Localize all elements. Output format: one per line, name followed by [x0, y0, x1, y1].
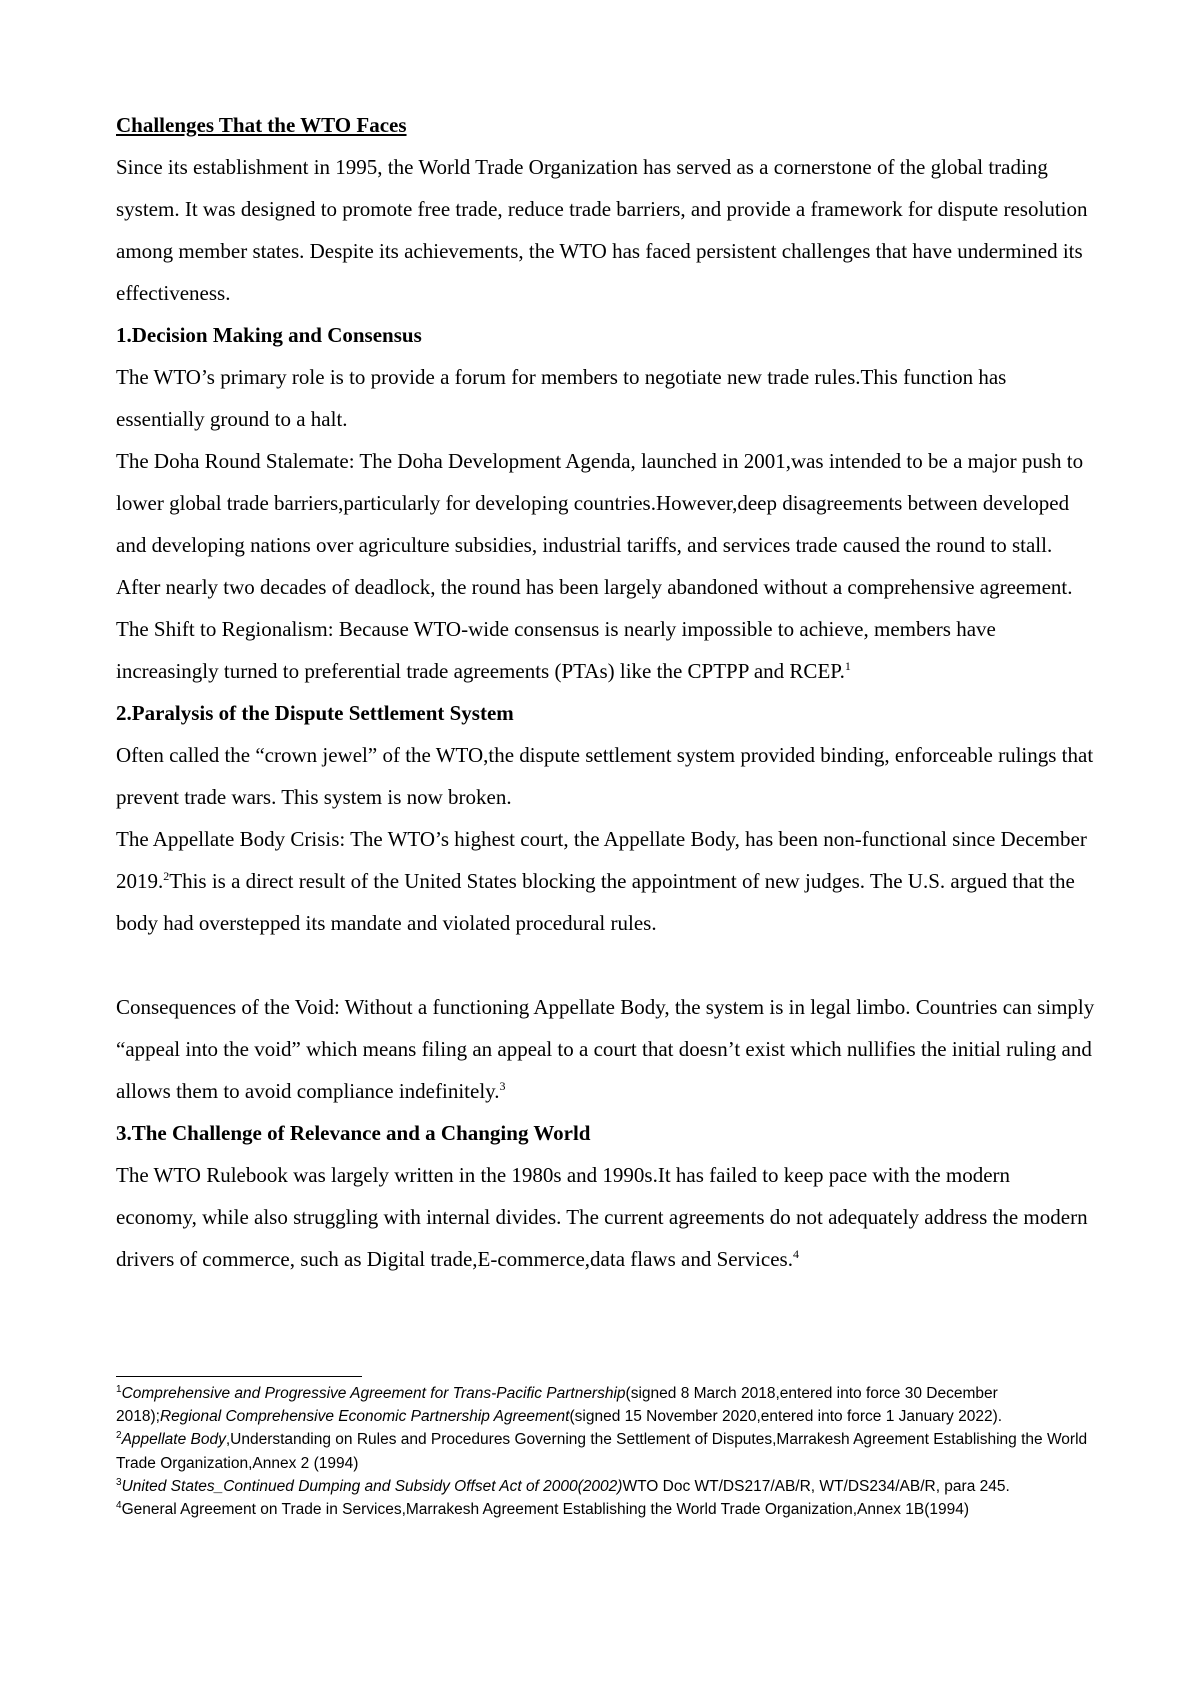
footnotes — [116, 1382, 1096, 1521]
section-3-heading: 3.The Challenge of Relevance and a Changing World — [116, 1121, 591, 1145]
footnote-ref-2[interactable]: 2 — [163, 869, 170, 883]
footnote-4 — [116, 1498, 1096, 1521]
footnote-citation-italic: United States_Continued Dumping and Subsidy Offset Act of 2000(2002) — [121, 1477, 623, 1495]
document-body — [116, 104, 1096, 1280]
footnote-separator — [116, 1376, 362, 1377]
section-1-paragraph-2: The Doha Round Stalemate: The Doha Development Agenda, launched in 2001,was intended to be a major push to lower global trade barriers,particularly for developing countries.However,deep disagreements between developed and developing nations over agriculture subsidies, industrial tariffs, and services trade caused the round to stall. After nearly two decades of deadlock, the round has been largely abandoned without a comprehensive agreement. — [116, 449, 1084, 599]
footnote-citation-italic: Regional Comprehensive Economic Partnership Agreement — [159, 1408, 570, 1426]
section-2-paragraph-3 — [116, 986, 1096, 1112]
footnote-3 — [116, 1475, 1096, 1498]
footnote-number: 4 — [116, 1499, 122, 1511]
section-3-paragraph-1-text: The WTO Rulebook was largely written in the 1980s and 1990s.It has failed to keep pace with the modern economy, while also struggling with internal divides. The current agreements do not adequately address the modern drivers of commerce, such as Digital trade,E-commerce,data flaws and Services. — [116, 1163, 1088, 1271]
document-title: Challenges That the WTO Faces — [116, 113, 407, 137]
footnote-2 — [116, 1428, 1096, 1474]
section-1-paragraph-3 — [116, 608, 1096, 692]
footnote-number: 3 — [116, 1476, 122, 1488]
section-2-paragraph-3-text: Consequences of the Void: Without a functioning Appellate Body, the system is in legal limbo. Countries can simply “appeal into the void” which means filing an appeal to a court that doesn’t exist which nullifies the initial ruling and allows them to avoid compliance indefinitely. — [116, 995, 1095, 1103]
footnote-citation-italic: Comprehensive and Progressive Agreement for Trans-Pacific Partnership — [121, 1385, 626, 1402]
section-2-paragraph-2-text-b: This is a direct result of the United States blocking the appointment of new judges. The U.S. argued that the body had overstepped its mandate and violated procedural rules. — [116, 869, 1075, 935]
footnote-ref-3[interactable]: 3 — [499, 1079, 506, 1093]
section-2-paragraph-1: Often called the “crown jewel” of the WTO,the dispute settlement system provided binding, enforceable rulings that prevent trade wars. This system is now broken. — [116, 743, 1094, 809]
section-3-paragraph-1 — [116, 1154, 1096, 1280]
section-1-paragraph-3-text: The Shift to Regionalism: Because WTO-wide consensus is nearly impossible to achieve, members have increasingly turned to preferential trade agreements (PTAs) like the CPTPP and RCEP. — [116, 617, 996, 683]
footnote-ref-4[interactable]: 4 — [792, 1247, 799, 1261]
section-1-heading: 1.Decision Making and Consensus — [116, 323, 422, 347]
section-1-paragraph-1: The WTO’s primary role is to provide a forum for members to negotiate new trade rules.This function has essentially ground to a halt. — [116, 365, 1007, 431]
footnote-citation-text: WTO Doc WT/DS217/AB/R, WT/DS234/AB/R, para 245. — [622, 1477, 1010, 1495]
footnote-number: 2 — [116, 1430, 122, 1442]
footnote-citation-text: (signed 15 November 2020,entered into force 1 January 2022). — [569, 1408, 1003, 1426]
section-2-paragraph-2-text-a: The Appellate Body Crisis: The WTO’s highest court, the Appellate Body, has been non-functional since December 2019. — [116, 827, 1087, 893]
footnote-number: 1 — [116, 1383, 122, 1395]
section-2-paragraph-2 — [116, 818, 1096, 944]
intro-paragraph: Since its establishment in 1995, the World Trade Organization has served as a cornerstone of the global trading system. It was designed to promote free trade, reduce trade barriers, and provide a framework for dispute resolution among member states. Despite its achievements, the WTO has faced persistent challenges that have undermined its effectiveness. — [116, 155, 1088, 305]
footnote-citation-text: ,Understanding on Rules and Procedures Governing the Settlement of Disputes,Marrakesh Agreement Establishing the World Trade Organization,Annex 2 (1994) — [116, 1431, 1088, 1472]
footnote-citation-text: (signed 8 March 2018,entered into force 30 December 2018); — [116, 1385, 998, 1426]
footnote-citation-text: General Agreement on Trade in Services,Marrakesh Agreement Establishing the World Trade Organization,Annex 1B(1994) — [121, 1501, 970, 1519]
paragraph-spacer — [116, 944, 1096, 986]
footnote-ref-1[interactable]: 1 — [844, 659, 851, 673]
section-2-heading: 2.Paralysis of the Dispute Settlement System — [116, 701, 514, 725]
footnote-1 — [116, 1382, 1096, 1428]
footnote-citation-italic: Appellate Body — [121, 1431, 226, 1449]
